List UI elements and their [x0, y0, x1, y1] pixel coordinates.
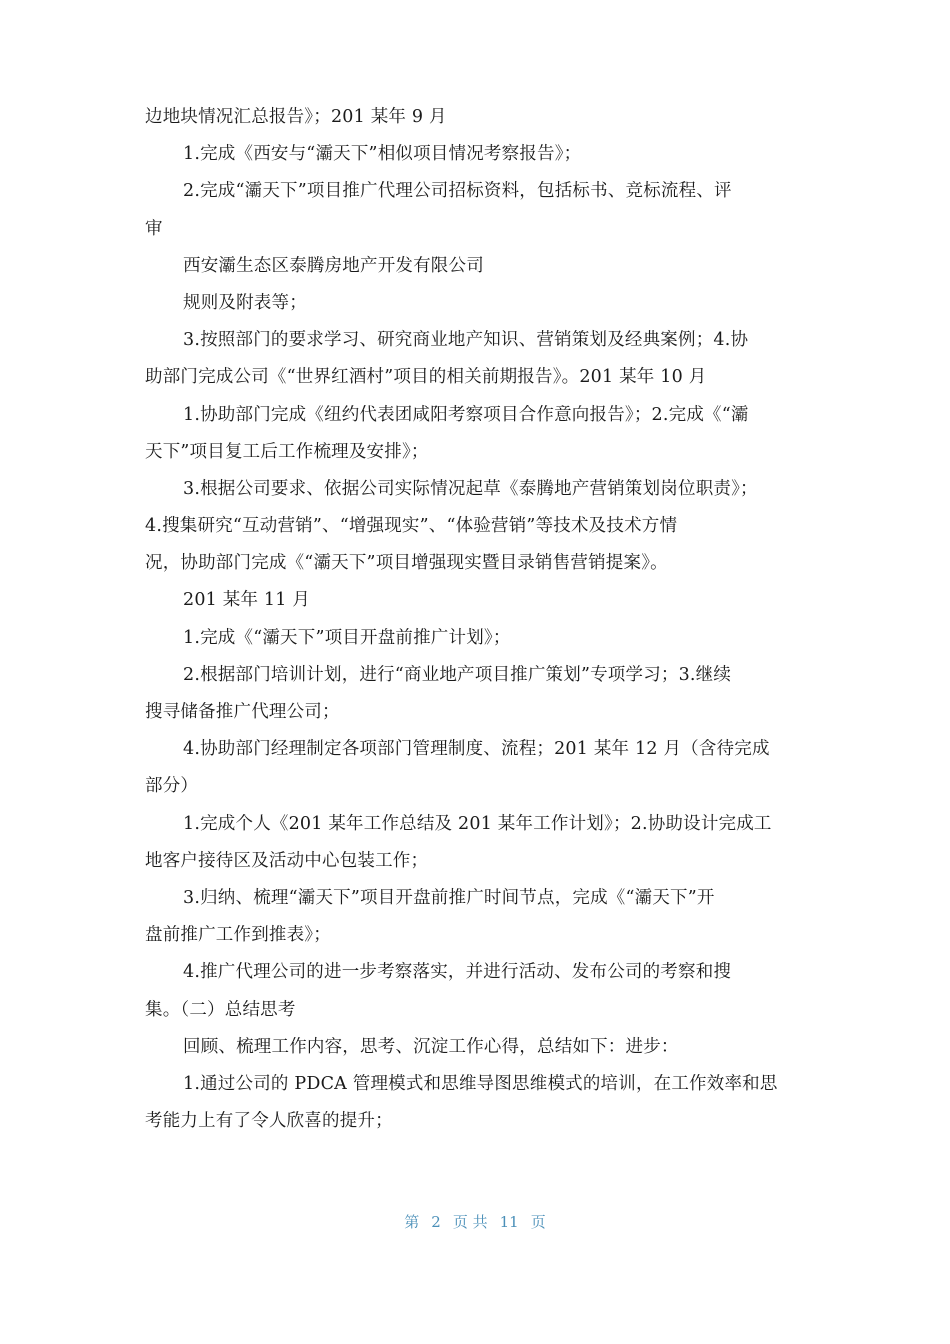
text-line: 规则及附表等； — [183, 292, 307, 313]
document-body — [145, 99, 810, 1140]
footer-suffix: 页 — [530, 1213, 546, 1231]
text-line: 盘前推广工作到推表》； — [145, 925, 331, 946]
text-line: 回顾、梳理工作内容，思考、沉淀工作心得，总结如下：进步： — [183, 1036, 679, 1057]
footer-middle: 页 共 — [452, 1213, 488, 1231]
text-line: 搜寻储备推广代理公司； — [145, 702, 340, 722]
text-line: 3.根据公司要求、依据公司实际情况起草《泰腾地产营销策划岗位职责》； — [183, 478, 758, 499]
text-line: 况，协助部门完成《“灞天下”项目增强现实暨目录销售营销提案》。 — [145, 553, 668, 574]
text-line: 助部门完成公司《“世界红酒村”项目的相关前期报告》。201 某年 10 月 — [145, 367, 707, 388]
footer-total-pages: 11 — [499, 1213, 519, 1231]
text-line: 4.协助部门经理制定各项部门管理制度、流程；201 某年 12 月（含待完成 — [183, 739, 770, 760]
text-line: 2.完成“灞天下”项目推广代理公司招标资料，包括标书、竞标流程、评 — [183, 181, 732, 202]
text-line: 2.根据部门培训计划，进行“商业地产项目推广策划”专项学习；3.继续 — [183, 664, 732, 685]
footer-prefix: 第 — [404, 1213, 420, 1231]
text-line: 地客户接待区及活动中心包装工作； — [145, 850, 429, 871]
text-line: 201 某年 11 月 — [183, 590, 311, 611]
text-line: 天下”项目复工后工作梳理及安排》； — [145, 441, 429, 462]
text-line: 1.完成个人《201 某年工作总结及 201 某年工作计划》；2.协助设计完成工 — [183, 813, 772, 834]
text-line: 1.完成《“灞天下”项目开盘前推广计划》； — [183, 627, 511, 648]
text-line: 4.搜集研究“互动营销”、“增强现实”、“体验营销”等技术及技术方情 — [145, 516, 678, 537]
text-line: 边地块情况汇总报告》；201 某年 9 月 — [145, 107, 447, 127]
text-line: 1.通过公司的 PDCA 管理模式和思维导图思维模式的培训，在工作效率和思 — [183, 1073, 778, 1094]
text-line: 1.完成《西安与“灞天下”相似项目情况考察报告》； — [183, 144, 582, 165]
page-footer — [0, 1211, 950, 1232]
text-line: 部分） — [145, 776, 199, 797]
text-line: 4.推广代理公司的进一步考察落实，并进行活动、发布公司的考察和搜 — [183, 962, 732, 983]
footer-current-page: 2 — [431, 1213, 441, 1231]
text-line: 审 — [145, 218, 163, 239]
text-line: 3.归纳、梳理“灞天下”项目开盘前推广时间节点，完成《“灞天下”开 — [183, 887, 715, 908]
text-line: 3.按照部门的要求学习、研究商业地产知识、营销策划及经典案例；4.协 — [183, 330, 749, 351]
text-line: 集。（二）总结思考 — [145, 999, 296, 1020]
text-line: 1.协助部门完成《纽约代表团咸阳考察项目合作意向报告》；2.完成《“灞 — [183, 404, 749, 425]
text-line: 西安灞生态区泰腾房地产开发有限公司 — [183, 255, 484, 276]
text-line: 考能力上有了令人欣喜的提升； — [145, 1111, 393, 1132]
